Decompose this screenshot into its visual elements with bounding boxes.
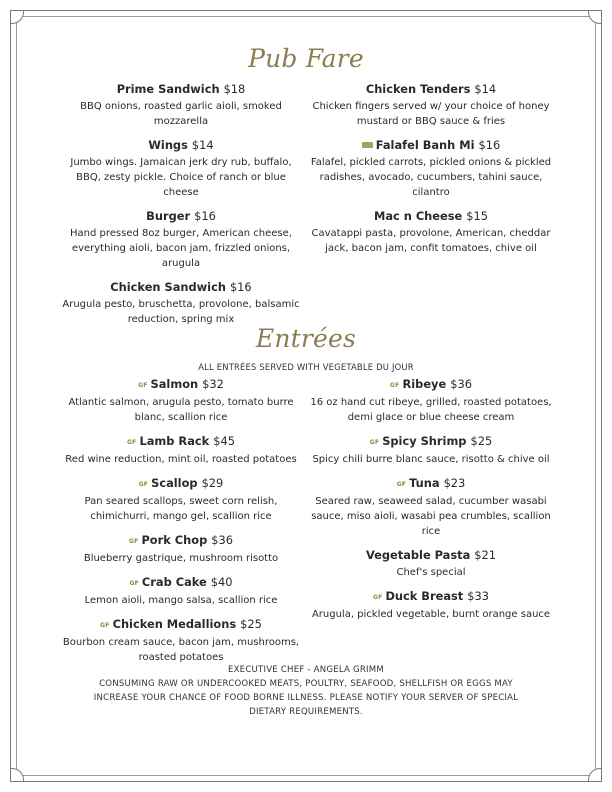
menu-item-name: Spicy Shrimp xyxy=(382,434,467,448)
menu-item-name: Crab Cake xyxy=(141,575,207,589)
menu-item-name: Pork Chop xyxy=(141,533,208,547)
menu-item-description: Red wine reduction, mint oil, roasted potatoes xyxy=(65,454,297,465)
menu-item-name: Chicken Medallions xyxy=(112,617,237,631)
pub-fare-right-column xyxy=(308,82,554,265)
menu-item-header xyxy=(58,138,304,153)
menu-item-header xyxy=(308,476,554,492)
menu-item-header xyxy=(58,434,304,450)
menu-item-description: Hand pressed 8oz burger, American cheese, everything aioli, bacon jam, frizzled onions, arugula xyxy=(70,228,292,269)
menu-item xyxy=(308,82,554,129)
menu-item xyxy=(308,138,554,200)
menu-item-description: Atlantic salmon, arugula pesto, tomato burre blanc, scallion rice xyxy=(68,397,294,423)
menu-item-description: Falafel, pickled carrots, pickled onions & pickled radishes, avocado, cucumbers, tahini sauce, cilantro xyxy=(310,157,552,198)
menu-item xyxy=(58,533,304,566)
menu-item-header xyxy=(58,533,304,549)
menu-item-price: $16 xyxy=(478,138,501,152)
menu-item-name: Prime Sandwich xyxy=(116,82,220,96)
menu-item-name: Lamb Rack xyxy=(139,434,210,448)
menu-item xyxy=(308,548,554,580)
menu-item-header xyxy=(308,138,554,153)
menu-item-description: Chef's special xyxy=(396,567,466,578)
gluten-free-badge: GF xyxy=(100,622,110,629)
menu-item xyxy=(308,377,554,425)
menu-item-name: Scallop xyxy=(151,476,198,490)
executive-chef-line: EXECUTIVE CHEF - ANGELA GRIMM xyxy=(227,665,385,675)
menu-item xyxy=(58,280,304,327)
menu-item-name: Mac n Cheese xyxy=(374,209,463,223)
gluten-free-badge: GF xyxy=(390,382,400,389)
food-safety-warning: CONSUMING RAW OR UNDERCOOKED MEATS, POULTRY, SEAFOOD, SHELLFISH OR EGGS MAY INCREASE YOUR CHANCE OF FOOD BORNE ILLNESS. PLEASE NOTIFY YOUR SERVER OF SPECIAL DIETARY REQUIREMENTS. xyxy=(93,679,519,717)
menu-item xyxy=(308,434,554,467)
menu-item xyxy=(308,476,554,539)
entrees-right-column xyxy=(308,377,554,631)
menu-item-price: $40 xyxy=(210,575,233,589)
menu-item-header xyxy=(308,209,554,224)
menu-item-description: Jumbo wings. Jamaican jerk dry rub, buffalo, BBQ, zesty pickle. Choice of ranch or blue cheese xyxy=(70,157,292,198)
menu-item-header xyxy=(308,434,554,450)
menu-item-price: $45 xyxy=(213,434,235,448)
menu-item-price: $36 xyxy=(450,377,472,391)
gluten-free-badge: GF xyxy=(129,580,139,587)
menu-item-description: BBQ onions, roasted garlic aioli, smoked mozzarella xyxy=(80,101,282,127)
menu-item-name: Chicken Tenders xyxy=(365,82,471,96)
gluten-free-badge: GF xyxy=(369,439,380,446)
menu-item xyxy=(58,476,304,524)
gluten-free-badge: GF xyxy=(138,382,148,389)
menu-item-name: Salmon xyxy=(150,377,199,391)
menu-item-price: $29 xyxy=(201,476,224,490)
menu-item-name: Vegetable Pasta xyxy=(365,548,471,562)
gluten-free-badge: GF xyxy=(373,594,383,601)
menu-item-description: Spicy chili burre blanc sauce, risotto & chive oil xyxy=(312,454,550,465)
pub-fare-title: Pub Fare xyxy=(248,44,364,73)
menu-item-description: Lemon aioli, mango salsa, scallion rice xyxy=(84,595,278,606)
menu-item-description: Pan seared scallops, sweet corn relish, chimichurri, mango gel, scallion rice xyxy=(84,496,278,522)
gluten-free-badge: GF xyxy=(138,481,149,488)
menu-item xyxy=(58,434,304,467)
menu-item xyxy=(58,138,304,200)
menu-item-description: Arugula, pickled vegetable, burnt orange sauce xyxy=(311,609,551,620)
menu-item-description: Bourbon cream sauce, bacon jam, mushrooms, roasted potatoes xyxy=(62,637,300,663)
menu-item-name: Burger xyxy=(146,209,191,223)
menu-item xyxy=(308,209,554,256)
menu-item xyxy=(58,82,304,129)
menu-item-price: $25 xyxy=(240,617,262,631)
menu-item xyxy=(308,589,554,622)
menu-item-price: $15 xyxy=(466,209,488,223)
menu-item-name: Tuna xyxy=(409,476,440,490)
menu-item-name: Ribeye xyxy=(402,377,447,391)
menu-item-header xyxy=(58,82,304,97)
menu-item-header xyxy=(308,82,554,97)
menu-item xyxy=(58,575,304,608)
pub-fare-left-column xyxy=(58,82,304,336)
menu-item-price: $23 xyxy=(443,476,466,490)
gluten-free-badge: GF xyxy=(127,439,137,446)
menu-item-header xyxy=(58,476,304,492)
menu-item-price: $33 xyxy=(467,589,489,603)
menu-item-name: Chicken Sandwich xyxy=(110,280,226,294)
menu-item-description: Cavatappi pasta, provolone, American, cheddar jack, bacon jam, confit tomatoes, chive oil xyxy=(311,228,551,254)
menu-item-header xyxy=(58,377,304,393)
menu-item-description: Blueberry gastrique, mushroom risotto xyxy=(83,553,279,564)
menu-item-header xyxy=(58,280,304,295)
menu-item-price: $16 xyxy=(194,209,216,223)
menu-item-price: $36 xyxy=(211,533,233,547)
menu-item-description: Chicken fingers served w/ your choice of honey mustard or BBQ sauce & fries xyxy=(312,101,550,127)
vegan-leaf-icon xyxy=(362,142,373,148)
menu-item-description: Seared raw, seaweed salad, cucumber wasabi sauce, miso aioli, wasabi pea crumbles, scallion rice xyxy=(311,496,551,537)
menu-item-header xyxy=(58,617,304,633)
menu-item xyxy=(58,209,304,271)
menu-item-price: $18 xyxy=(223,82,246,96)
entrees-title: Entrées xyxy=(255,324,357,353)
menu-item-header xyxy=(308,377,554,393)
menu-item-header xyxy=(308,589,554,605)
menu-item-price: $32 xyxy=(202,377,224,391)
gluten-free-badge: GF xyxy=(129,538,139,545)
entrees-left-column xyxy=(58,377,304,674)
menu-item-price: $25 xyxy=(470,434,493,448)
menu-item-price: $14 xyxy=(474,82,497,96)
menu-item-price: $16 xyxy=(229,280,252,294)
entrees-note: ALL ENTRÉES SERVED WITH VEGETABLE DU JOUR xyxy=(198,362,414,372)
menu-item-price: $21 xyxy=(474,548,497,562)
menu-item-description: 16 oz hand cut ribeye, grilled, roasted potatoes, demi glace or blue cheese cream xyxy=(310,397,552,423)
menu-item-name: Falafel Banh Mi xyxy=(375,138,475,152)
menu-item-description: Arugula pesto, bruschetta, provolone, balsamic reduction, spring mix xyxy=(62,299,300,325)
menu-footer xyxy=(80,663,532,719)
menu-item xyxy=(58,377,304,425)
menu-item-header xyxy=(58,209,304,224)
menu-item-name: Wings xyxy=(148,138,188,152)
menu-item-header xyxy=(308,548,554,563)
menu-item-name: Duck Breast xyxy=(385,589,464,603)
gluten-free-badge: GF xyxy=(396,481,407,488)
menu-item xyxy=(58,617,304,665)
menu-item-header xyxy=(58,575,304,591)
menu-item-price: $14 xyxy=(191,138,214,152)
